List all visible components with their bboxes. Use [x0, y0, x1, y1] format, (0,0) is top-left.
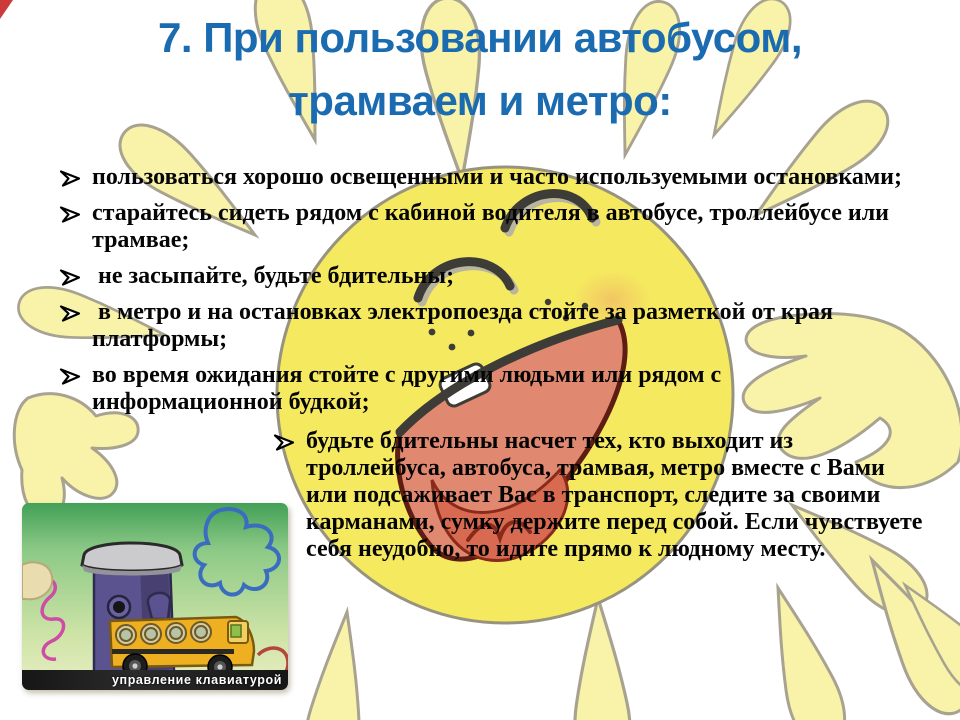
page-title — [0, 6, 960, 132]
bullet-item — [50, 362, 930, 416]
bullet-arrow-icon — [58, 168, 82, 188]
bullet-text: не засыпайте, будьте бдительны; — [92, 263, 455, 289]
bullet-text: в метро и на остановках электропоезда стойте за разметкой от края платформы; — [92, 299, 840, 352]
page-title-line1: 7. При пользовании автобусом, — [158, 14, 802, 61]
figure-caption-bar — [22, 670, 288, 690]
bullet-item — [50, 200, 930, 254]
bullet-item — [264, 428, 930, 563]
bullet-arrow-icon — [58, 204, 82, 224]
bullet-item — [50, 263, 930, 290]
bullet-arrow-icon — [272, 432, 296, 452]
bus-scene — [22, 503, 288, 690]
bus-illustration — [22, 503, 288, 690]
figure-caption: управление клавиатурой — [112, 673, 282, 687]
bullet-text: пользоваться хорошо освещенными и часто используемыми остановками; — [92, 164, 902, 190]
page-title-line2: трамваем и метро: — [288, 77, 672, 124]
bullet-arrow-icon — [58, 366, 82, 386]
bullet-text: будьте бдительны насчет тех, кто выходит из троллейбуса, автобуса, трамвая, метро вместе с Вами или подсаживает Вас в транспорт, следите за своими карманами, сумку держите перед собой. Если чувствуете себя неудобно, то идите прямо к людному месту. — [306, 428, 929, 562]
bullet-arrow-icon — [58, 267, 82, 287]
bullet-text: старайтесь сидеть рядом с кабиной водителя в автобусе, троллейбусе или трамвае; — [92, 200, 896, 253]
bullet-text: во время ожидания стойте с другими людьми или рядом с информационной будкой; — [92, 362, 728, 415]
bullet-item — [50, 299, 930, 353]
bullet-item — [50, 164, 930, 191]
bullet-arrow-icon — [58, 303, 82, 323]
